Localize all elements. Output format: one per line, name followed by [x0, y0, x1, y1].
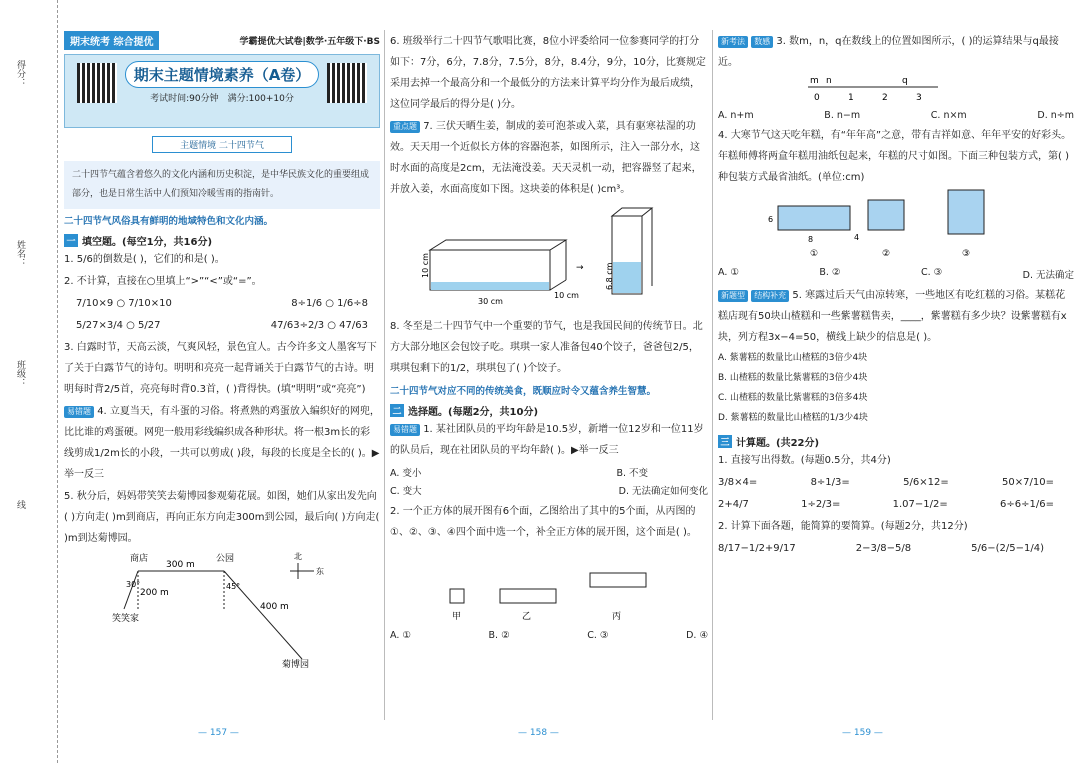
calc-row	[718, 538, 1074, 559]
compare-row	[64, 293, 380, 314]
box-w: 30 cm	[478, 297, 503, 306]
water	[431, 282, 549, 290]
question-4-text: 4. 立夏当天，有斗蛋的习俗。将煮熟的鸡蛋放入编织好的网兜，比比谁的鸡蛋硬。网兜一般用彩线编织成各种形状。将一根3m长的彩线剪成1/2m长的小段，一共可以剪成( )段，每段的长度是全长的( )。▶举一反三	[64, 406, 380, 480]
section-number: 二	[390, 404, 404, 417]
package-2	[868, 200, 904, 230]
cube-net-figure	[390, 543, 708, 623]
cube-shape	[450, 589, 464, 603]
choice-2: 2. 一个正方体的展开图有6个面，乙图给出了其中的5个面，从丙图的①、②、③、④四个面中选一个，补全正方体的展开图，这个面是( )。	[390, 506, 697, 538]
map-shop: 商店	[130, 554, 149, 564]
option-d[interactable]: D. 紫薯糕的数量比山楂糕的1/3少4块	[718, 413, 868, 423]
calc-2: 2. 计算下面各题，能简算的要简算。(每题2分，共12分)	[718, 521, 968, 532]
structure-badge: 结构补充	[751, 290, 789, 302]
options-row	[390, 465, 708, 479]
net-bing	[590, 573, 646, 587]
calc-item: 8÷1/3=	[810, 477, 850, 488]
theme-label: 主题情境 二十四节气	[152, 136, 292, 153]
box-h: 10 cm	[421, 253, 430, 278]
arrow-icon: →	[576, 263, 584, 273]
dim-8: 8	[808, 235, 814, 244]
option-a[interactable]: A. 变小	[390, 468, 422, 479]
qr-code-icon	[327, 63, 367, 103]
section-title: 选择题。(每题2分，共10分)	[408, 407, 539, 418]
box-d: 10 cm	[554, 291, 579, 300]
direction-map	[64, 549, 380, 669]
option-b[interactable]: B. n−m	[824, 110, 861, 121]
exam-score: 满分:100+10分	[227, 94, 294, 104]
question-8: 8. 冬至是二十四节气中一个重要的节气，也是我国民间的传统节日。北方大部分地区会包饺子吃。琪琪一家人准备包40个饺子，爸爸包2/5，琪琪包剩下的1/2，琪琪包了( )个饺子。	[390, 321, 703, 374]
calc-item: 50×7/10=	[1002, 477, 1054, 488]
new-method-badge: 新考法	[718, 36, 748, 48]
option-b[interactable]: B. 山楂糕的数量比紫薯糕的3倍少4块	[718, 373, 868, 383]
option-c[interactable]: C. 山楂糕的数量比紫薯糕的3倍多4块	[718, 393, 868, 403]
calc-1: 1. 直接写出得数。(每题0.5分，共4分)	[718, 455, 891, 466]
tick-2: 2	[882, 93, 888, 103]
package-2-label: ②	[882, 249, 891, 259]
package-3	[948, 190, 984, 234]
container-edge	[550, 280, 566, 290]
option-d[interactable]: D. 无法确定如何变化	[618, 486, 708, 497]
point-m: m	[810, 76, 819, 86]
upright-top	[612, 208, 652, 216]
question-1: 1. 5/6的倒数是( )，它们的和是( )。	[64, 254, 225, 265]
option-c[interactable]: C. ③	[920, 267, 943, 278]
page-157	[64, 30, 380, 720]
options-row	[718, 110, 1074, 121]
page-number: — 159 —	[842, 728, 883, 738]
new-type-badge: 新题型	[718, 290, 748, 302]
container-figure	[390, 200, 708, 312]
choice-4: 4. 大寒节气这天吃年糕，有“年年高”之意，带有吉祥如意、年年平安的好彩头。年糕师傅将两盒年糕用油纸包起来，年糕的尺寸如图。下面三种包装方式，第( )种包装方式最省油纸。(单位:cm)	[718, 130, 1072, 183]
question-7	[390, 116, 708, 200]
score-label: 得分：	[15, 60, 25, 87]
section-heading	[64, 233, 380, 248]
choice-1-text: 1. 某社团队员的平均年龄是10.5岁，新增一位12岁和一位11岁的队员后，现在社团队员的平均年龄( )。▶举一反三	[390, 424, 704, 456]
section-number: 一	[64, 234, 78, 247]
error-badge: 易错题	[64, 406, 94, 418]
name-label: 姓名：	[15, 240, 25, 267]
option-d[interactable]: D. ④	[686, 630, 708, 641]
question-7-text: 7. 三伏天晒生姜，制成的姜可泡茶或入菜，具有驱寒祛湿的功效。天天用一个近似长方体的容器泡茶，如图所示，注入一部分水，这时水面的高度是2cm，无法淹没姜。天天灵机一动，把容器竖了起来，并放入姜，水面高度如下图。这块姜的体积是( )cm³。	[390, 121, 702, 195]
calc-item: 6÷6÷1/6=	[1000, 499, 1054, 510]
choice-3-text: 3. 数m，n，q在数线上的位置如图所示，( )的运算结果与q最接近。	[718, 36, 1059, 68]
choice-3	[718, 31, 1074, 73]
calc-item: 2−3/8−5/8	[855, 543, 912, 554]
choice-5-text: 5. 寒露过后天气由凉转寒，一些地区有吃红糕的习俗。某糕花糕店现有50块山楂糕和一些紫薯糕售卖，____，紫薯糕有多少块？设紫薯糕有x块，列方程3x−4=50，横线上缺少的信息是( )。	[718, 290, 1067, 343]
question-6: 6. 班级举行二十四节气歌唱比赛，8位小评委给同一位参赛同学的打分如下：7分，6分，7.8分，7.5分，8分，8.4分，9分，10分，比赛规定采用去掉一个最高分和一个最低分的方法来计算平均分作为最后成绩，这位同学最后的得分是( )分。	[390, 36, 706, 110]
option-b[interactable]: B. ②	[488, 630, 510, 641]
options-row	[390, 630, 708, 641]
option-c[interactable]: C. n×m	[930, 110, 967, 121]
exam-time: 考试时间:90分钟	[150, 94, 219, 104]
binding-margin	[0, 0, 58, 763]
intro-text: 二十四节气蕴含着悠久的文化内涵和历史积淀，是中华民族文化的重要组成部分，也是日常生活中人们预知冷暖雪雨的指南针。	[64, 161, 380, 209]
calc-item: 8/17−1/2+9/17	[718, 543, 796, 554]
question-5: 5. 秋分后，妈妈带笑笑去菊博园参观菊花展。如图，她们从家出发先向( )方向走( )m到商店，再向正东方向走300m到公园，最后向( )方向走( )m到达菊博园。	[64, 491, 380, 544]
compare-item: 47/63÷2/3 ○ 47/63	[270, 320, 368, 331]
option-a[interactable]: A. ①	[390, 630, 411, 641]
package-1-label: ①	[810, 249, 819, 259]
section-heading	[718, 434, 1074, 449]
option-d[interactable]: D. 无法确定	[1022, 270, 1074, 281]
calc-item: 1÷2/3=	[801, 499, 841, 510]
divider	[384, 30, 385, 720]
calc-row	[718, 494, 1074, 515]
question-4	[64, 401, 380, 485]
page-number: — 158 —	[518, 728, 559, 738]
subtitle: 二十四节气风俗具有鲜明的地域特色和文化内涵。	[64, 216, 274, 227]
option-c[interactable]: C. 变大	[390, 486, 422, 497]
label-yi: 乙	[522, 612, 532, 622]
tick-1: 1	[848, 93, 854, 103]
container-top	[430, 240, 566, 250]
map-d3: 400 m	[260, 602, 289, 612]
section-title: 填空题。(每空1分，共16分)	[82, 237, 213, 248]
exam-tag: 期末统考 综合提优	[64, 31, 159, 50]
point-n: n	[826, 76, 832, 86]
map-a2: 45°	[226, 582, 241, 591]
calc-item: 2+4/7	[718, 499, 749, 510]
compare-item: 7/10×9 ○ 7/10×10	[76, 298, 172, 309]
map-park: 公园	[216, 554, 235, 564]
option-c[interactable]: C. ③	[587, 630, 609, 641]
choice-1	[390, 419, 708, 461]
subtitle: 二十四节气对应不同的传统美食，既顺应时令又蕴含养生智慧。	[390, 386, 657, 397]
divider	[712, 30, 713, 720]
error-badge: 易错题	[390, 424, 420, 436]
compass-east: 东	[316, 567, 324, 576]
map-d2: 200 m	[140, 588, 169, 598]
option-a[interactable]: A. n+m	[718, 110, 754, 121]
page-158	[390, 30, 708, 720]
option-b[interactable]: B. 不变	[616, 468, 648, 479]
page-title: 期末主题情境素养（A卷）	[125, 61, 319, 88]
package-1	[778, 206, 850, 230]
dim-6: 6	[768, 215, 774, 224]
options-row	[718, 267, 1074, 281]
section-number: 三	[718, 435, 732, 448]
map-a1: 30°	[126, 580, 141, 589]
page-159	[718, 30, 1074, 720]
brand-label: 学霸提优大试卷|数学·五年级下·BS	[239, 36, 380, 47]
section-title: 计算题。(共22分)	[736, 438, 820, 449]
map-path	[124, 571, 141, 609]
tick-3: 3	[916, 93, 922, 103]
calc-item: 5/6−(2/5−1/4)	[971, 543, 1044, 554]
dim-4: 4	[854, 233, 860, 242]
calc-item: 5/6×12=	[903, 477, 949, 488]
focus-badge: 重点题	[390, 121, 420, 133]
map-home: 笑笑家	[112, 614, 140, 624]
map-museum: 菊博园	[282, 660, 310, 669]
option-a[interactable]: A. ①	[718, 267, 739, 278]
class-label: 班级：	[15, 360, 25, 387]
title-banner	[64, 54, 380, 128]
section-heading	[390, 403, 708, 418]
number-sense-badge: 数感	[751, 36, 773, 48]
water-h: 6.8 cm	[605, 262, 614, 290]
package-3-label: ③	[962, 249, 971, 259]
choice-5	[718, 285, 1074, 348]
option-a[interactable]: A. 紫薯糕的数量比山楂糕的3倍少4块	[718, 353, 868, 363]
qr-code-icon	[77, 63, 117, 103]
question-3: 3. 白露时节，天高云淡，气爽风轻，景色宜人。古今许多文人墨客写下了关于白露节气的诗句。明明和亮亮一起背诵关于白露节气的古诗。明明每时背2/5首，亮亮每时背0.3首，( )背得快。(填“明明”或“亮亮”)	[64, 342, 377, 395]
net-yi	[500, 589, 556, 603]
option-b[interactable]: B. ②	[819, 267, 841, 278]
map-d1: 300 m	[166, 560, 195, 570]
compare-item: 5/27×3/4 ○ 5/27	[76, 320, 161, 331]
option-d[interactable]: D. n÷m	[1037, 110, 1074, 121]
compare-item: 8÷1/6 ○ 1/6÷8	[291, 298, 368, 309]
tick-0: 0	[814, 93, 820, 103]
water	[613, 262, 641, 293]
calc-row	[718, 472, 1074, 493]
label-jia: 甲	[452, 612, 462, 622]
compare-row	[64, 315, 380, 336]
calc-item: 1.07−1/2=	[892, 499, 948, 510]
options-row	[390, 483, 708, 497]
point-q: q	[902, 76, 908, 86]
number-line	[718, 73, 1074, 103]
compass-north: 北	[294, 552, 302, 561]
calc-item: 3/8×4=	[718, 477, 758, 488]
rice-cake-figure	[718, 188, 1074, 260]
question-2: 2. 不计算，直接在○里填上“>”“<”或“=”。	[64, 276, 262, 287]
exam-meta	[125, 91, 319, 104]
page-number: — 157 —	[198, 728, 239, 738]
label-bing: 丙	[612, 612, 622, 622]
line-label: 线	[15, 500, 25, 509]
